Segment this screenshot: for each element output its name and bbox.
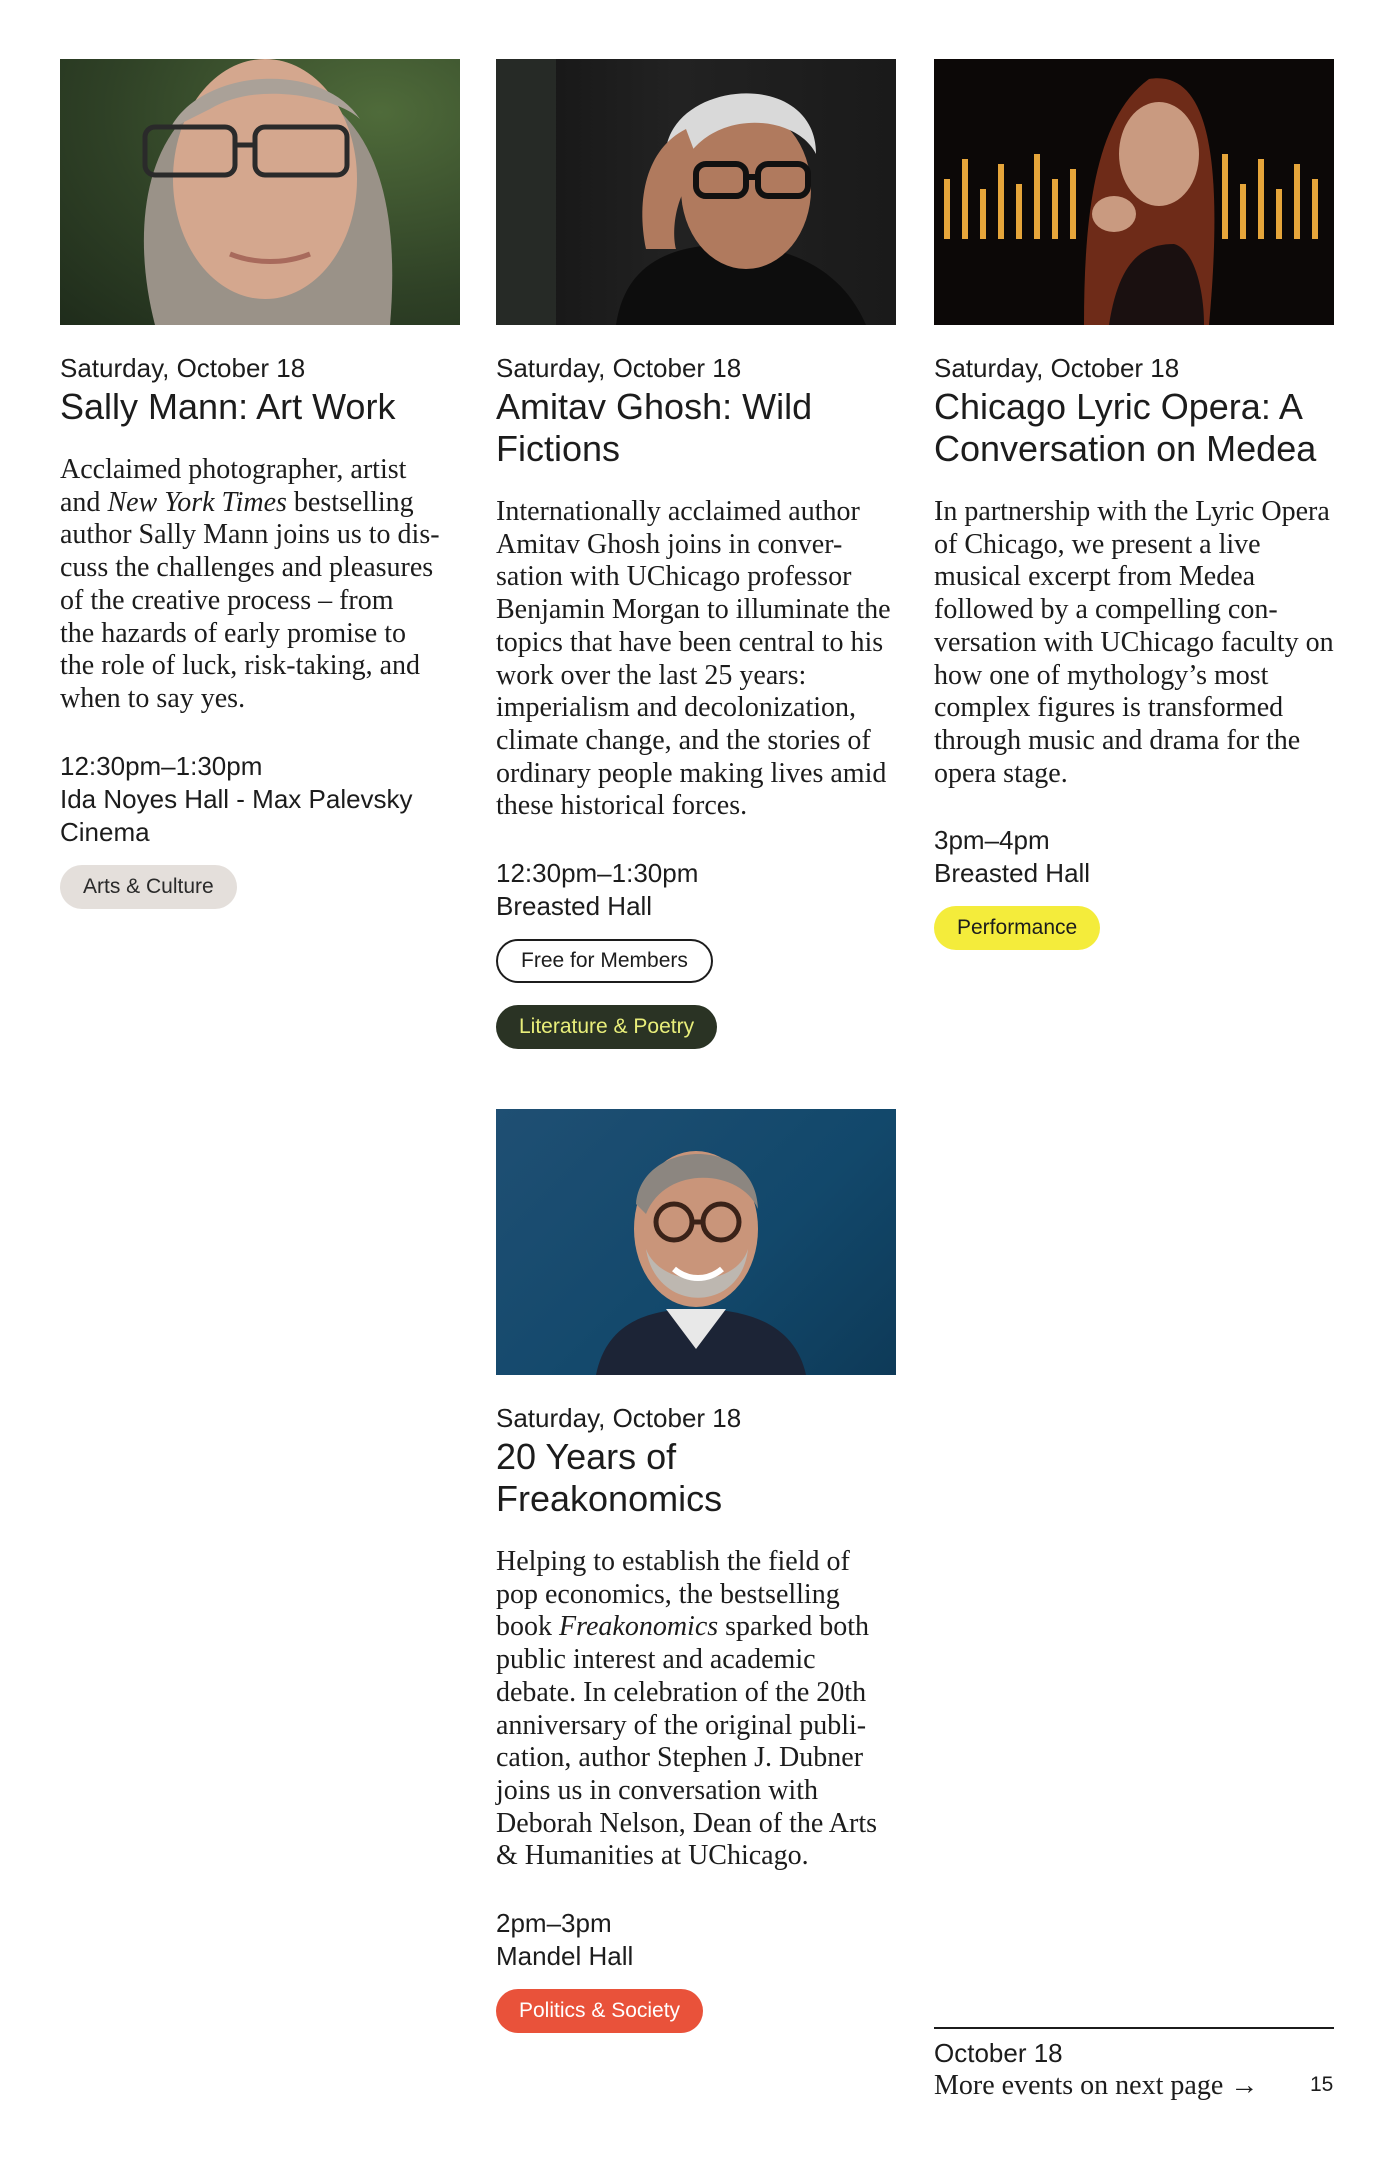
portrait-image [60,59,460,325]
more-events-link[interactable]: More events on next page → [934,2070,1259,2101]
event-description: In partnership with the Lyric Opera of Chicago, we present a live musical excerpt from Medea followed by a compelling con-versation with UChicago faculty on how one of mythology’s most complex figures is transformed through music and drama for the opera stage. [934,496,1334,789]
event-date: Saturday, October 18 [60,353,306,383]
event-title: Chicago Lyric Opera: A Conversation on Medea [934,386,1317,469]
portrait-image [496,1109,896,1375]
event-date: Saturday, October 18 [934,353,1180,383]
event-card-amitav-ghosh [496,59,896,1071]
event-photo [496,1109,896,1375]
event-date: Saturday, October 18 [496,1403,742,1433]
tag-free-for-members[interactable]: Free for Members [496,939,713,983]
portrait-image [934,59,1334,325]
tag-arts-culture[interactable]: Arts & Culture [60,865,237,909]
event-venue: Ida Noyes Hall - Max Palevsky Cinema [60,783,413,847]
event-date: Saturday, October 18 [496,353,742,383]
event-time: 2pm–3pm [496,1908,612,1939]
event-title: 20 Years of Freakonomics [496,1436,723,1519]
page-footer [934,2027,1334,2103]
event-photo [934,59,1334,325]
event-venue: Breasted Hall [934,858,1091,889]
event-photo [496,59,896,325]
event-title: Sally Mann: Art Work [60,386,396,427]
portrait-image [496,59,896,325]
tag-literature-poetry[interactable]: Literature & Poetry [496,1005,717,1049]
event-card-lyric-opera [934,59,1334,972]
event-photo [60,59,460,325]
footer-date: October 18 [934,2038,1063,2068]
event-venue: Breasted Hall [496,891,653,922]
event-card-sally-mann [60,59,460,931]
page-number: 15 [1310,2073,1334,2096]
event-venue: Mandel Hall [496,1941,634,1972]
event-title: Amitav Ghosh: Wild Fictions [496,386,813,469]
event-time: 3pm–4pm [934,825,1050,856]
footer-divider [934,2027,1334,2029]
event-description: Internationally acclaimed author Amitav Ghosh joins in conver-sation with UChicago professor Benjamin Morgan to illuminate the topics that have been central to his work over the last 25 years: imperialism and decolonization, climate change, and the stories of ordinary people making lives amid these historical forces. [496,496,891,822]
event-description: Helping to establish the field of pop economics, the bestselling book Freakonomics sparked both public interest and academic debate. In celebration of the 20th anniversary of the original publi-cation, author Stephen J. Dubner joins us in conversation with Deborah Nelson, Dean of the Arts & Humanities at UChicago. [496,1546,878,1872]
tag-performance[interactable]: Performance [934,906,1100,950]
event-time: 12:30pm–1:30pm [496,858,699,889]
event-description: Acclaimed photographer, artist and New York Times bestselling author Sally Mann joins us to dis- cuss the challenges and pleasures of the creative process – from the hazards of early promise to the role of luck, risk-taking, and when to say yes. [60,454,440,714]
event-time: 12:30pm–1:30pm [60,750,263,781]
tag-politics-society[interactable]: Politics & Society [496,1989,703,2033]
event-card-freakonomics [496,1109,896,2055]
